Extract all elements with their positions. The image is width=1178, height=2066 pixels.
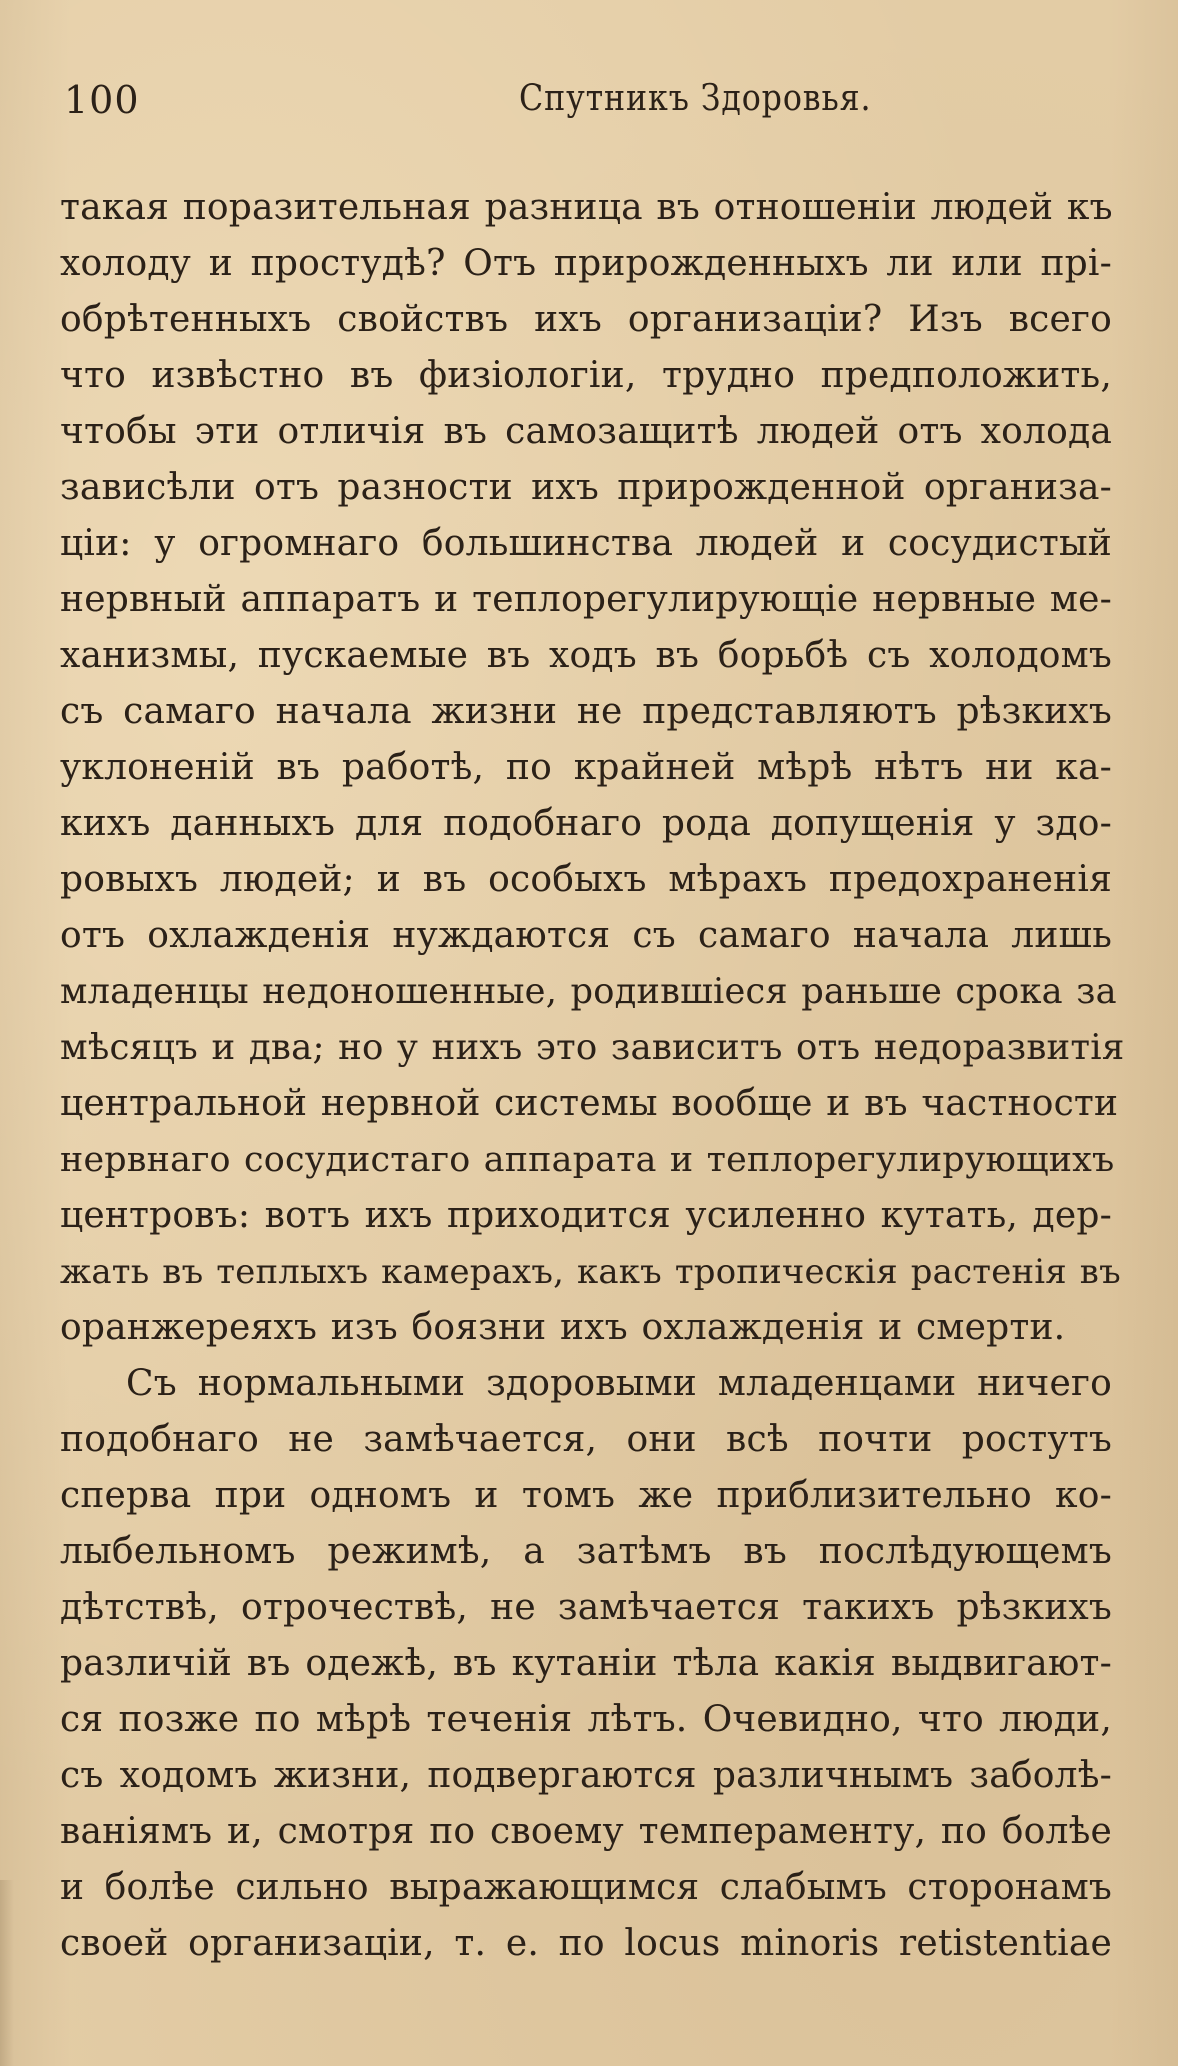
text-line: съ ходомъ жизни, подвергаются различнымъ заболѣ-: [60, 1755, 1112, 1796]
text-line: отъ охлажденiя нуждаются съ самаго начала лишь: [60, 915, 1112, 956]
text-line: кихъ данныхъ для подобнаго рода допущенiя у здо-: [60, 803, 1112, 844]
text-line: обрѣтенныхъ свойствъ ихъ организацiи? Изъ всего: [60, 299, 1112, 340]
text-line: чтобы эти отличiя въ самозащитѣ людей отъ холода: [60, 411, 1112, 452]
text-line: центральной нервной системы вообще и въ частности: [60, 1083, 1119, 1124]
text-line: цiи: у огромнаго большинства людей и сосудистый: [60, 523, 1112, 564]
text-line: сперва при одномъ и томъ же приблизительно ко-: [60, 1475, 1112, 1516]
text-line: младенцы недоношенные, родившiеся раньше срока за: [60, 971, 1117, 1012]
text-line: и болѣе сильно выражающимся слабымъ сторонамъ: [60, 1867, 1112, 1908]
text-line: что извѣстно въ физiологiи, трудно предположить,: [60, 355, 1112, 396]
text-line: такая поразительная разница въ отношенiи людей къ: [60, 187, 1113, 228]
text-line: нервнаго сосудистаго аппарата и теплорегулирующихъ: [60, 1140, 1115, 1180]
text-line: съ самаго начала жизни не представляютъ рѣзкихъ: [60, 691, 1112, 732]
text-line: ся позже по мѣрѣ теченiя лѣтъ. Очевидно, что люди,: [60, 1699, 1112, 1740]
text-line: нервный аппаратъ и теплорегулирующiе нервные ме-: [60, 579, 1112, 620]
text-line: лыбельномъ режимѣ, а затѣмъ въ послѣдующемъ: [60, 1531, 1112, 1572]
text-line: мѣсяцъ и два; но у нихъ это зависитъ отъ недоразвитiя: [60, 1027, 1125, 1068]
page-header: [64, 78, 1104, 138]
text-line: ханизмы, пускаемые въ ходъ въ борьбѣ съ холодомъ: [60, 635, 1112, 676]
page-number: 100: [64, 78, 140, 122]
body-text: [60, 180, 1125, 1972]
text-line: зависѣли отъ разности ихъ прирожденной организа-: [60, 467, 1112, 508]
text-line: своей организацiи, т. е. по locus minoris retistentiae: [60, 1923, 1112, 1964]
text-line: ровыхъ людей; и въ особыхъ мѣрахъ предохраненiя: [60, 859, 1112, 900]
text-line: уклоненiй въ работѣ, по крайней мѣрѣ нѣтъ ни ка-: [60, 747, 1112, 788]
text-line: подобнаго не замѣчается, они всѣ почти ростутъ: [60, 1419, 1112, 1460]
paragraph-end-line: оранжереяхъ изъ боязни ихъ охлажденiя и смерти.: [60, 1307, 1066, 1348]
running-title: Спутникъ Здоровья.: [519, 78, 872, 119]
paragraph-start-line: Съ нормальными здоровыми младенцами ничего: [126, 1363, 1112, 1404]
text-line: различiй въ одежѣ, въ кутанiи тѣла какiя выдвигают-: [60, 1643, 1112, 1684]
text-line: центровъ: вотъ ихъ приходится усиленно кутать, дер-: [60, 1195, 1112, 1236]
page-fold-shadow: [0, 1880, 14, 2066]
text-line: холоду и простудѣ? Отъ прирожденныхъ ли или прi-: [60, 243, 1112, 284]
text-line: дѣтствѣ, отрочествѣ, не замѣчается такихъ рѣзкихъ: [60, 1587, 1112, 1628]
text-line: ванiямъ и, смотря по своему темпераменту, по болѣе: [60, 1811, 1112, 1852]
text-line: жать въ теплыхъ камерахъ, какъ тропическiя растенiя въ: [60, 1252, 1121, 1291]
